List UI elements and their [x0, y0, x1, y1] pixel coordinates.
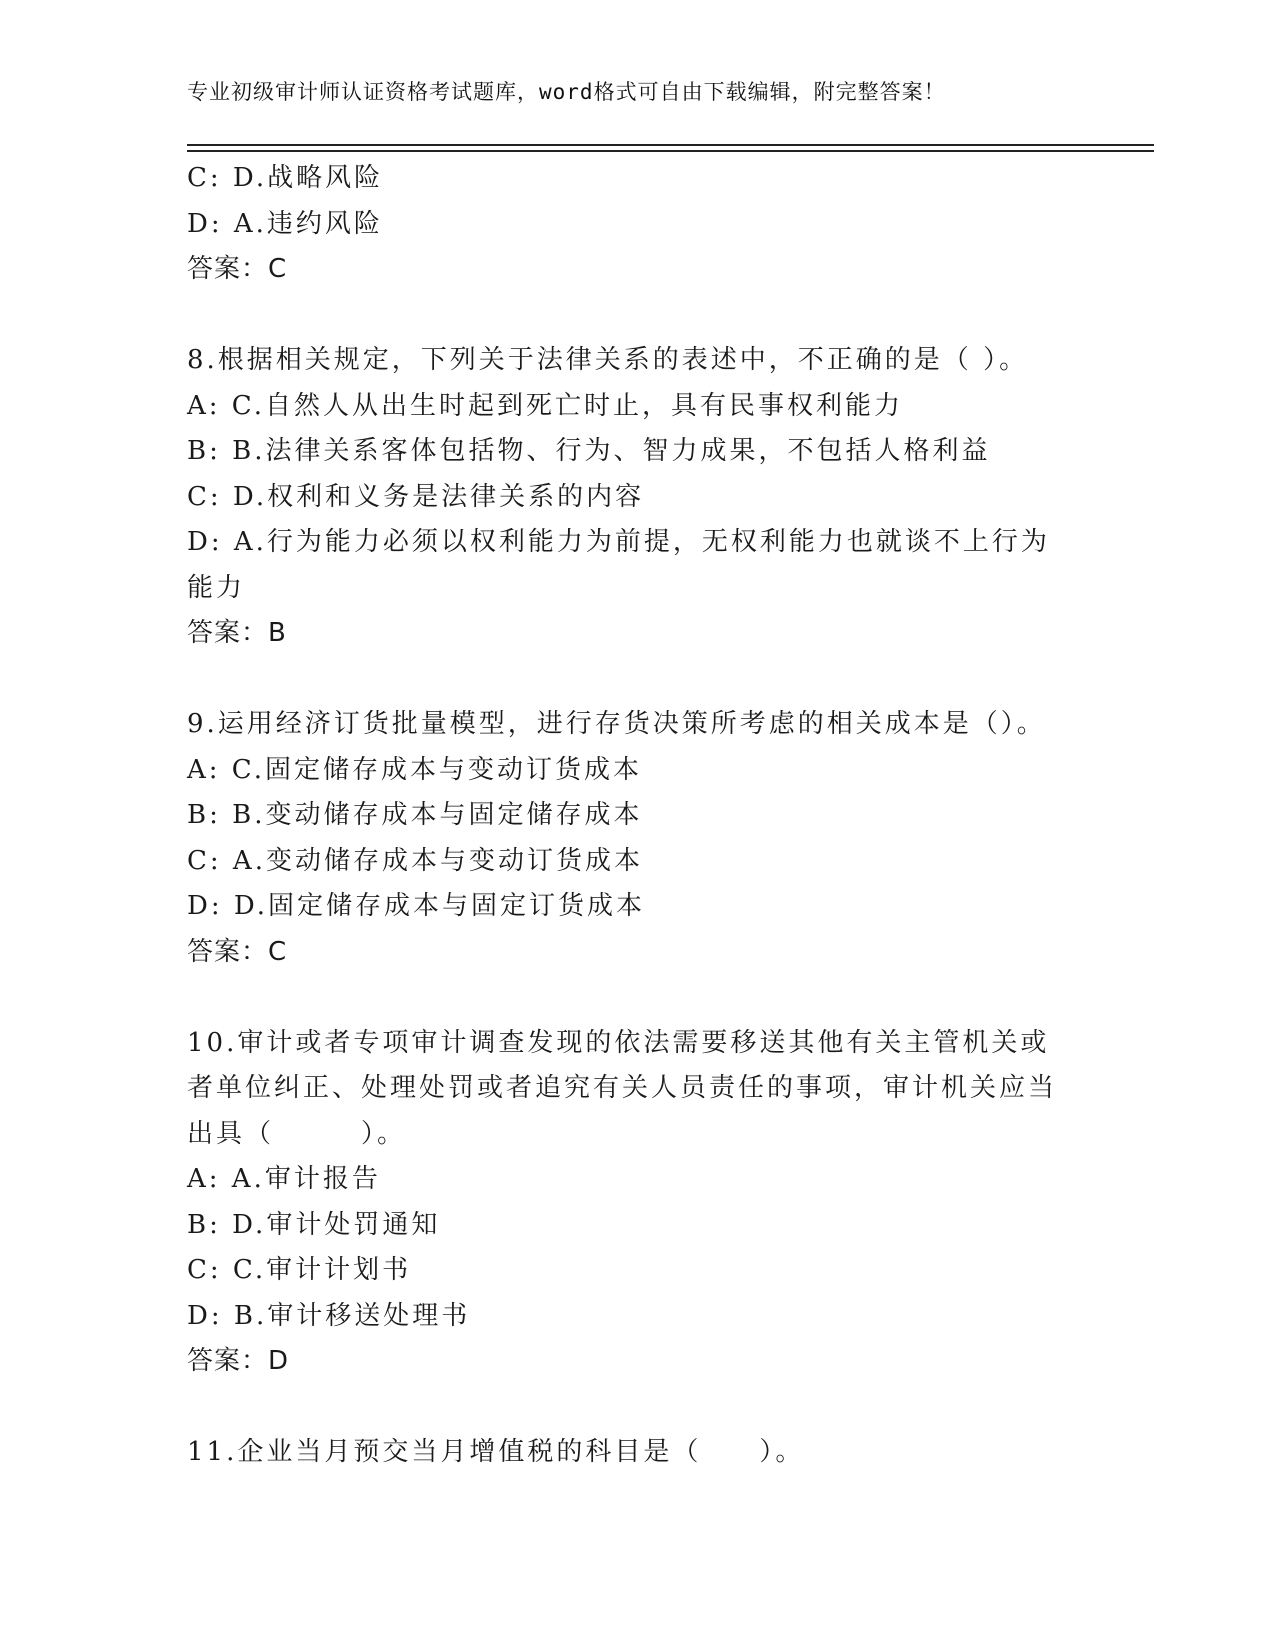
header-rule-top [187, 144, 1154, 146]
option-b: B: B.变动储存成本与固定储存成本 [187, 800, 643, 830]
spacer [187, 975, 1087, 1021]
spacer [187, 657, 1087, 703]
question-7-continued [187, 156, 1087, 293]
page-header: 专业初级审计师认证资格考试题库，word格式可自由下载编辑，附完整答案！ [187, 80, 946, 104]
question-stem: 9.运用经济订货批量模型，进行存货决策所考虑的相关成本是（）。 [187, 709, 1046, 739]
answer: 答案：C [187, 936, 288, 967]
question-stem: 8.根据相关规定，下列关于法律关系的表述中，不正确的是（ ）。 [187, 345, 1029, 375]
option-d: D: A.违约风险 [187, 208, 383, 239]
option-d: D: D.固定储存成本与固定订货成本 [187, 891, 646, 921]
option-b: B: D.审计处罚通知 [187, 1209, 441, 1240]
question-11 [187, 1430, 1087, 1476]
header-rule-bottom [187, 150, 1154, 152]
spacer [187, 293, 1087, 339]
option-b: B: B.法律关系客体包括物、行为、智力成果，不包括人格利益 [187, 436, 991, 466]
question-8 [187, 338, 1087, 657]
question-9 [187, 702, 1087, 975]
answer: 答案：D [187, 1346, 290, 1376]
question-content [187, 156, 1087, 1476]
option-a: A: C.自然人从出生时起到死亡时止，具有民事权利能力 [187, 390, 904, 421]
answer: 答案：C [187, 254, 288, 284]
option-a: A: C.固定储存成本与变动订货成本 [187, 754, 643, 785]
question-10 [187, 1021, 1087, 1385]
option-c: C: A.变动储存成本与变动订货成本 [187, 845, 643, 876]
option-c: C: D.战略风险 [187, 163, 384, 193]
option-c: C: C.审计计划书 [187, 1255, 412, 1285]
answer: 答案：B [187, 618, 287, 648]
option-d: D: B.审计移送处理书 [187, 1300, 471, 1331]
option-a: A: A.审计报告 [187, 1164, 381, 1194]
question-stem: 11.企业当月预交当月增值税的科目是（ ）。 [187, 1437, 805, 1467]
question-stem: 10.审计或者专项审计调查发现的依法需要移送其他有关主管机关或者单位纠正、处理处罚或者追究有关人员责任的事项，审计机关应当出具（ ）。 [187, 1027, 1058, 1149]
option-c: C: D.权利和义务是法律关系的内容 [187, 481, 645, 512]
option-d: D: A.行为能力必须以权利能力为前提，无权利能力也就谈不上行为能力 [187, 527, 1050, 603]
spacer [187, 1385, 1087, 1431]
